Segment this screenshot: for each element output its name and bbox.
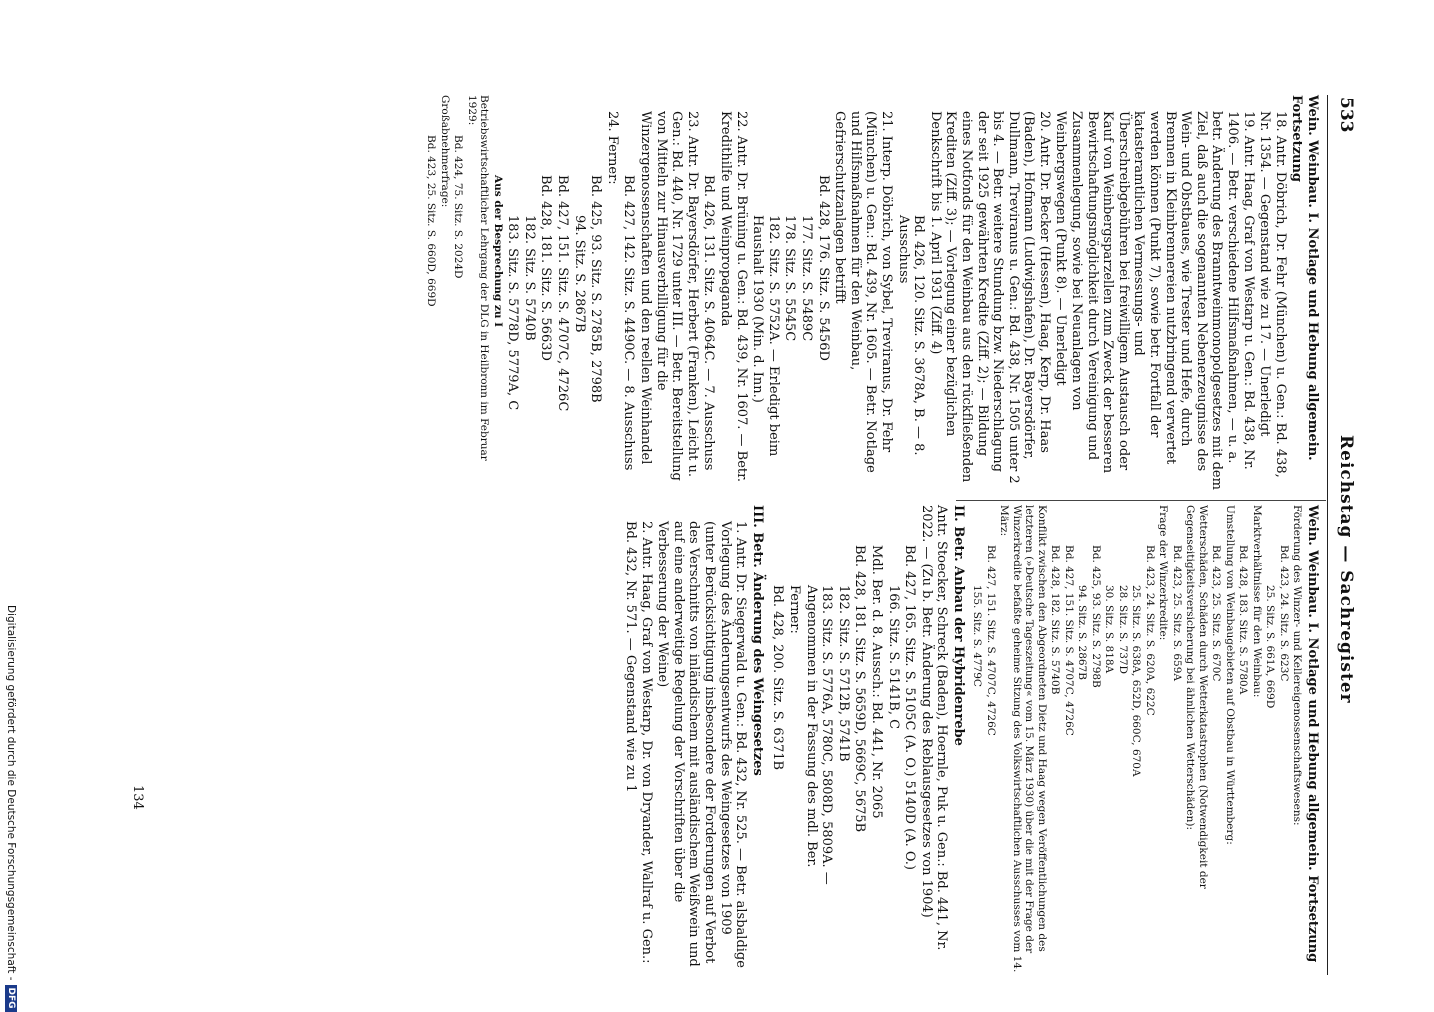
index-entry: 28. Sitz. S. 737D [1116,585,1129,674]
index-entry: Marktverhältnisse für den Weinbau: [1250,505,1263,698]
index-entry: Wetterschäden, Schäden durch Wetterkatastrophen (Notwendigkeit der Gegenseitigkeitsversicherung bei ähnlichen Wetterschäden): [1184,505,1209,889]
index-entry: Wein. Weinbau. I. Notlage und Hebung allgemein. Fortsetzung [1289,95,1320,461]
index-entry: Antr. Stoecker, Schreck (Baden), Hoernle, Puk u. Gen.: Bd. 441, Nr. 2022. — (Zu b. Betr. Änderung des Reblausgesetzes von 1904) [918,505,950,951]
index-entry: Bd. 423, 25. Sitz. S. 659A [1170,545,1183,681]
index-entry: Bd. 427, 165. Sitz. S. 5105C (A. O.) 5140D (A. O.) [902,545,918,870]
rotated-index-page [110,95,1360,975]
index-entry: 155. Sitz. S. 4779C [971,585,984,687]
index-entry: 1. Antr. Dr. Siegerwald u. Gen.: Bd. 432, Nr. 525. — Betr. alsbaldige Vorlegung des Änderungsentwurfs des Weingesetzes von 1909 (unter Berücksichtigung insbesondere der Forderungen auf Verbot des Verschnitts von inländischem mit ausländischem Weißwein und auf eine anderweitige Regelung der Vorschriften über die Verbesserung der Weine) [655,521,749,968]
index-entry: Ferner: [786,585,802,634]
index-entry: 21. Interp. Döbrich, von Sybel, Treviranus, Dr. Fehr (München) u. Gen.: Bd. 439, Nr. 1605. — Betr. Notlage und Hilfsmaßnahmen für den Weinbau, Gefrierschutzanlagen betrifft [832,111,894,473]
index-entry: Bd. 428, 182. Sitz. S. 5740B [1049,545,1062,695]
index-entry: 94. Sitz. S. 2867B [571,215,587,333]
index-entry: Bd. 423, 25. Sitz. S. 660D, 669D [425,135,438,307]
index-entry: Bd. 426, 131. Sitz. S. 4064C. — 7. Ausschuss [701,175,717,471]
index-entry: Bd. 427, 142. Sitz. S. 4490C. — 8. Ausschuss [621,175,637,471]
index-entry: Umstellung von Weinbaugebieten auf Obstbau in Württemberg: [1223,505,1236,845]
index-entry: 25. Sitz. S. 661A, 669D [1264,585,1277,709]
index-entry: 183. Sitz. S. 5778D, 5779A, C [505,215,521,411]
page-header [1330,95,1360,975]
index-entry: 24. Ferner: [604,111,620,185]
index-entry: Bd. 425, 93. Sitz. S. 2785B, 2798B [588,175,604,403]
index-entry: Konflikt zwischen den Abgeordneten Dietz und Haag wegen Veröffentlichungen des letzteren (»Deutsche Tageszeitung« vom 15. März 1930) über die mit der Frage der Winzerkredite befaßte geheime Sitzung des Volkswirtschaftlichen Ausschusses vom 14. März: [998,505,1048,973]
index-entry: Bd. 427, 151. Sitz. S. 4707C, 4726C [984,545,997,736]
index-entry: Betriebswirtschaftlicher Lehrgang der DLG in Heilbronn im Februar 1929: [465,95,491,461]
index-entry: 19. Antr. Haag, Graf von Westarp u. Gen.: Bd. 438, Nr. 1406. — Betr. verschiedene Hilfsmaßnahmen, — u. a. betr. Änderung des Branntweinmonopolgesetzes mit dem Ziel, daß auch die sogenannten Nebenerzeugnisse des Wein- und Obstbaues, wie Trester und Hefe, durch Brennen in Kleinbrennereien nutzbringend verwertet werden können (Punkt 7), sowie betr. Fortfall der katasteramtlichen Vermessungs- und Überschreibgebühren bei freiwilligem Austausch oder Kauf von Weinbergsparzellen zum Zweck der besseren Bewirtschaftungsmöglichkeit durch Vereinigung und Zusammenlegung, sowie bei Neuanlagen von Weinbergswegen (Punkt 8). — Unerledigt [1053,111,1256,490]
index-entry: Großabnehmerfrage: [438,95,451,208]
index-entry: Bd. 423, 24. Sitz. S. 623C [1277,545,1290,682]
index-entry: 94. Sitz. S. 2867B [1076,585,1089,680]
digitization-credit [3,605,19,1009]
index-entry: 177. Sitz. S. 5489C [799,215,814,342]
index-entry: Bd. 428, 176. Sitz. S. 5456D [815,175,831,361]
index-entry: Bd. 428, 200. Sitz. S. 6371B [770,585,786,771]
index-entry: Bd. 424, 75. Sitz. S. 2024D [452,135,465,279]
index-entry: 23. Antr. Dr. Bayersdörfer, Herbert (Franken), Leicht u. Gen.: Bd. 440, Nr. 1729 unter III. — Betr. Bereitstellung von Mitteln zur Hinausverbilligung für die Winzergenossenschaften und den reellen Weinhandel [638,111,700,481]
index-entry: 182. Sitz. S. 5752A. — Erledigt beim Haushalt 1930 (Min. d. Inn.) [750,215,781,457]
index-entry: Mdl. Ber. d. 8. Aussch.: Bd. 441, Nr. 2065 [868,545,884,819]
index-entry: Aus der Besprechung zu I [491,175,504,328]
index-entry: Bd. 425, 93. Sitz. S. 2798B [1089,545,1102,688]
header-page-number: 533 [1336,97,1356,133]
index-entry: 18. Antr. Döbrich, Dr. Fehr (München) u. Gen.: Bd. 438, Nr. 1354. — Gegenstand wie zu 17. — Unerledigt [1257,111,1288,478]
index-entry: 22. Antr. Dr. Brüning u. Gen.: Bd. 439, Nr. 1607. — Betr. Kredithilfe und Weinpropaganda [718,111,749,483]
index-entry: Bd. 427, 151. Sitz. S. 4707C, 4726C [555,175,571,412]
index-entry: Bd. 428, 183. Sitz. S. 5780A [1237,545,1250,695]
index-entry: 166. Sitz. S. 5141B, C [885,585,901,730]
index-entry: Wein. Weinbau. I. Notlage und Hebung allgemein. Fortsetzung [1305,505,1320,963]
header-title: Reichstag — Sachregister [1336,435,1356,704]
index-entry: 25. Sitz. S. 638A, 652D, 660C, 670A [1130,585,1143,777]
right-column [621,505,1320,975]
index-entry: 178. Sitz. S. 5545C [782,215,798,342]
footer-page-number: 134 [130,785,145,810]
index-entry: 182. Sitz. S. 5740B [521,215,537,341]
index-entry: 183. Sitz. S. 5776A, 5780C, 5808D, 5809A. — Angenommen in der Fassung des mdl. Ber. [803,585,835,885]
column-divider [956,500,1326,501]
index-entry: Frage der Winzerkredite: [1157,505,1170,641]
index-entry: III. Betr. Änderung des Weingesetzes [749,505,765,776]
index-entry: Bd. 427, 151. Sitz. S. 4707C, 4726C [1062,545,1075,736]
left-column [424,95,1320,490]
dfg-logo: DFG [5,985,17,1012]
index-entry: 30. Sitz. S. 818A [1103,585,1116,674]
header-rule [1327,95,1328,975]
index-entry: II. Betr. Anbau der Hybridenrebe [950,505,966,746]
digitization-credit-text: Digitalisierung gefördert durch die Deutsche Forschungsgemeinschaft - [5,605,17,981]
index-entry: Bd. 428, 181. Sitz. S. 5659D, 5669C, 5675B [852,545,868,833]
index-entry: Bd. 428, 181. Sitz. S. 5663D [538,175,554,361]
index-entry: Bd. 423, 25. Sitz. S. 670C [1210,545,1223,682]
index-entry: Förderung des Winzer- und Kellereigenossenschaftswesens: [1291,505,1304,826]
index-entry: 20. Antr. Dr. Becker (Hessen), Haag, Kerp, Dr. Haas (Baden), Hofmann (Ludwigshafen), Dr. Bayersdörfer, Dullmann, Treviranus u. Gen.: Bd. 438, Nr. 1505 unter 2 bis 4. — Betr. weitere Stundung bzw. Niederschlagung der seit 1925 gewährten Kredite (Ziff. 2); — Bildung eines Notfonds für den Weinbau aus den rückfließenden Krediten (Ziff. 3); — Vorlegung einer bezüglichen Denkschrift bis 1. April 1931 (Ziff. 4) [927,111,1052,484]
index-entry: Bd. 426, 120. Sitz. S. 3678A, B. — 8. Ausschuss [895,215,927,456]
index-entry: Bd. 423, 24. Sitz. S. 620A, 622C [1143,545,1156,716]
index-entry: 2. Antr. Haag, Graf von Westarp, Dr. von Dryander, Wallraf u. Gen.: Bd. 432, Nr. 571. — Gegenstand wie zu 1 [623,521,654,964]
index-entry: 182. Sitz. S. 5712B, 5741B [835,585,851,762]
